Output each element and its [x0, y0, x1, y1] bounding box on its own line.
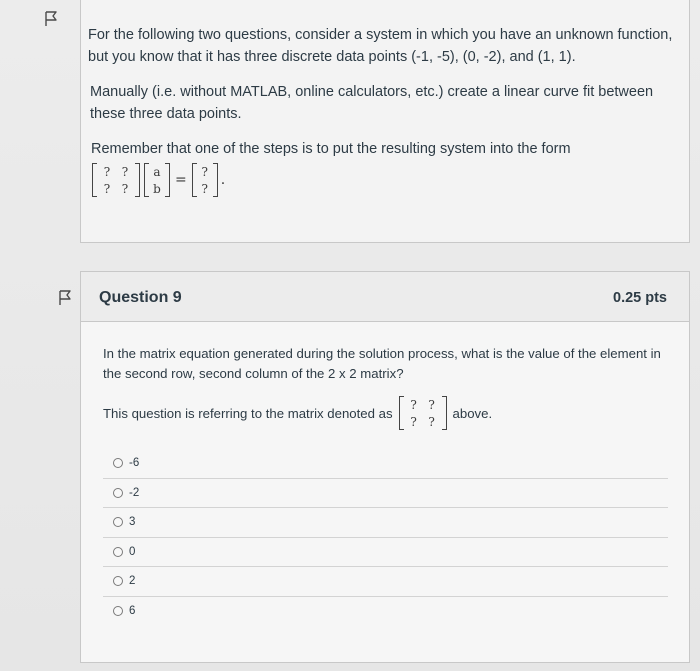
question-header	[81, 272, 689, 322]
matrix-cell: ?	[103, 164, 111, 179]
question-card	[80, 271, 690, 663]
intro-paragraph: Manually (i.e. without MATLAB, online calculators, etc.) create a linear curve fit between these three data points.	[90, 84, 654, 122]
vector-cell: a	[153, 164, 161, 179]
matrix-cell: ?	[121, 164, 129, 179]
coefficient-matrix	[92, 163, 140, 197]
answer-label: -6	[129, 456, 140, 469]
result-vector	[192, 163, 218, 197]
matrix-cell: ?	[428, 414, 435, 429]
answer-label: 6	[129, 604, 136, 617]
reference-prefix: This question is referring to the matrix denoted as	[103, 405, 393, 421]
answer-list	[103, 448, 668, 625]
radio-button[interactable]	[113, 517, 123, 527]
intro-paragraph: Remember that one of the steps is to put the resulting system into the form	[91, 141, 571, 157]
reference-matrix	[399, 396, 447, 430]
radio-button[interactable]	[113, 606, 123, 616]
equals-sign: =	[175, 172, 187, 188]
answer-option[interactable]	[103, 448, 668, 478]
question-title: Question 9	[99, 289, 182, 306]
matrix-equation	[90, 157, 225, 203]
answer-label: 3	[129, 516, 136, 529]
answer-label: -2	[129, 486, 140, 499]
answer-label: 0	[129, 545, 136, 558]
flag-icon[interactable]	[42, 10, 60, 28]
matrix-cell: ?	[103, 181, 111, 196]
vector-cell: ?	[201, 181, 208, 196]
question-text: In the matrix equation generated during the solution process, what is the value of the element in the second row, second column of the 2 x 2 matrix?	[103, 346, 661, 381]
question-points: 0.25 pts	[613, 290, 667, 306]
period: .	[220, 172, 226, 188]
unknown-vector	[144, 163, 170, 197]
matrix-cell: ?	[410, 397, 417, 412]
radio-button[interactable]	[113, 488, 123, 498]
answer-option[interactable]	[103, 478, 668, 508]
reference-suffix: above.	[452, 405, 493, 421]
radio-button[interactable]	[113, 576, 123, 586]
flag-icon[interactable]	[56, 289, 74, 307]
intro-paragraph: For the following two questions, consider a system in which you have an unknown function, but you know that it has three discrete data points (-1, -5), (0, -2), and (1, 1).	[88, 27, 673, 65]
radio-button[interactable]	[113, 547, 123, 557]
matrix-cell: ?	[121, 181, 129, 196]
matrix-cell: ?	[428, 397, 435, 412]
matrix-cell: ?	[410, 414, 417, 429]
intro-text-card	[80, 0, 690, 243]
answer-option[interactable]	[103, 566, 668, 596]
vector-cell: b	[153, 181, 161, 196]
answer-label: 2	[129, 575, 136, 588]
answer-option[interactable]	[103, 507, 668, 537]
vector-cell: ?	[201, 164, 208, 179]
matrix-reference-line	[103, 390, 492, 436]
answer-option[interactable]	[103, 596, 668, 626]
radio-button[interactable]	[113, 458, 123, 468]
answer-option[interactable]	[103, 537, 668, 567]
